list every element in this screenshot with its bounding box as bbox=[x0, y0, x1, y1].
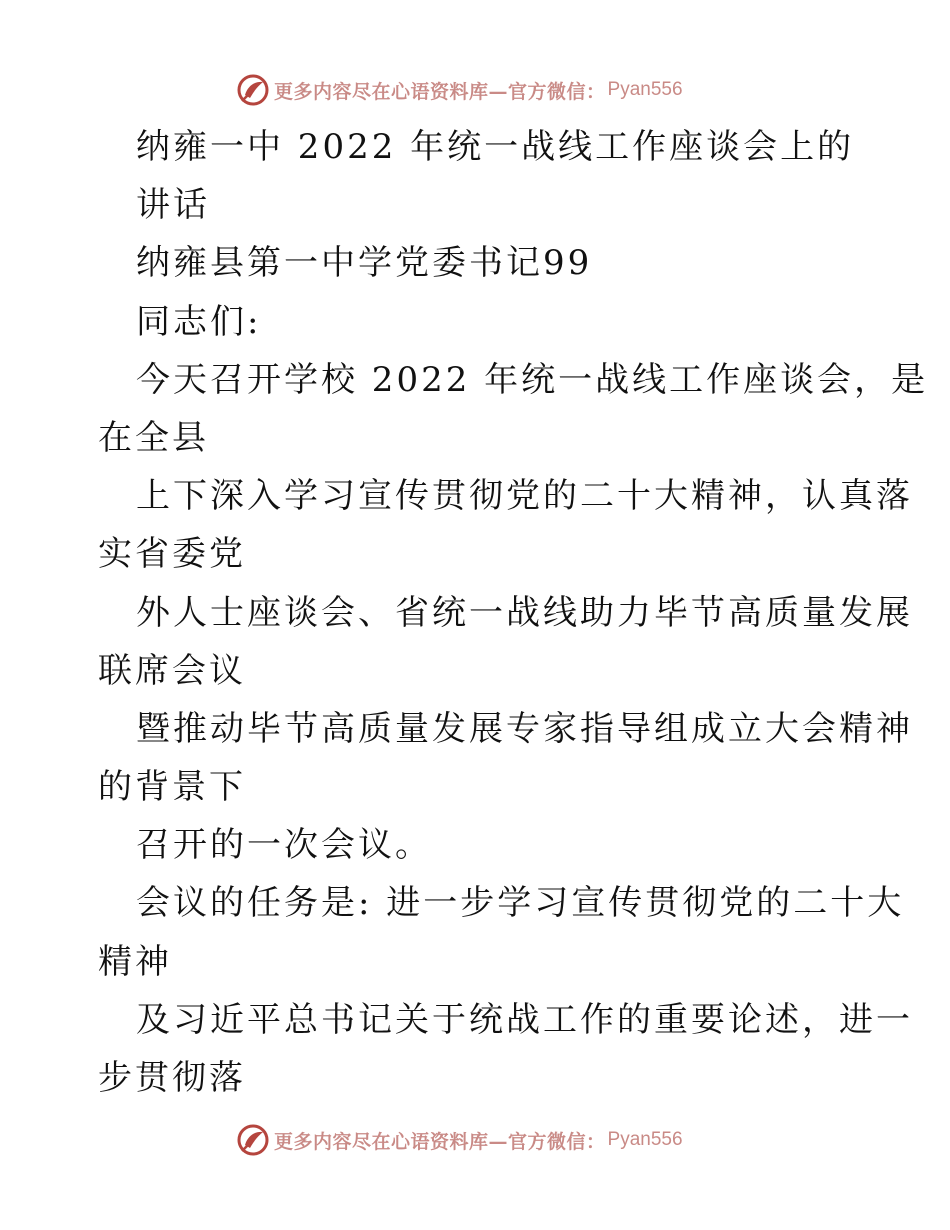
text-line: 步贯彻落 bbox=[98, 1058, 246, 1098]
text-line: 纳雍县第一中学党委书记99 bbox=[136, 243, 593, 284]
text-line: 及习近平总书记关于统战工作的重要论述，进一 bbox=[136, 999, 913, 1040]
text-line: 的背景下 bbox=[98, 767, 246, 808]
logo-icon bbox=[236, 73, 270, 107]
logo-icon bbox=[236, 1123, 270, 1157]
text-line: 精神 bbox=[98, 941, 172, 982]
watermark-id: Pyan556 bbox=[607, 1129, 683, 1150]
text-line: 暨推动毕节高质量发展专家指导组成立大会精神 bbox=[136, 708, 913, 749]
watermark-text: 更多内容尽在心语资料库—官方微信： bbox=[274, 1130, 606, 1153]
header-watermark bbox=[236, 72, 683, 108]
footer-watermark bbox=[236, 1122, 683, 1158]
text-line: 讲话 bbox=[136, 185, 210, 226]
text-line: 纳雍一中 2022 年统一战线工作座谈会上的 bbox=[136, 127, 855, 167]
watermark-id: Pyan556 bbox=[607, 79, 683, 100]
text-line: 今天召开学校 2022 年统一战线工作座谈会，是 bbox=[136, 359, 929, 400]
watermark-text: 更多内容尽在心语资料库—官方微信： bbox=[274, 80, 606, 103]
text-line: 实省委党 bbox=[98, 534, 246, 575]
text-line: 外人士座谈会、省统一战线助力毕节高质量发展 bbox=[136, 592, 913, 633]
text-line: 会议的任务是: 进一步学习宣传贯彻党的二十大 bbox=[136, 883, 905, 924]
text-line: 在全县 bbox=[98, 417, 209, 458]
document-body bbox=[98, 118, 929, 1107]
text-line: 联席会议 bbox=[98, 650, 246, 691]
text-line: 上下深入学习宣传贯彻党的二十大精神，认真落 bbox=[136, 476, 913, 517]
text-line: 同志们: bbox=[136, 301, 262, 342]
text-line: 召开的一次会议。 bbox=[136, 825, 432, 866]
